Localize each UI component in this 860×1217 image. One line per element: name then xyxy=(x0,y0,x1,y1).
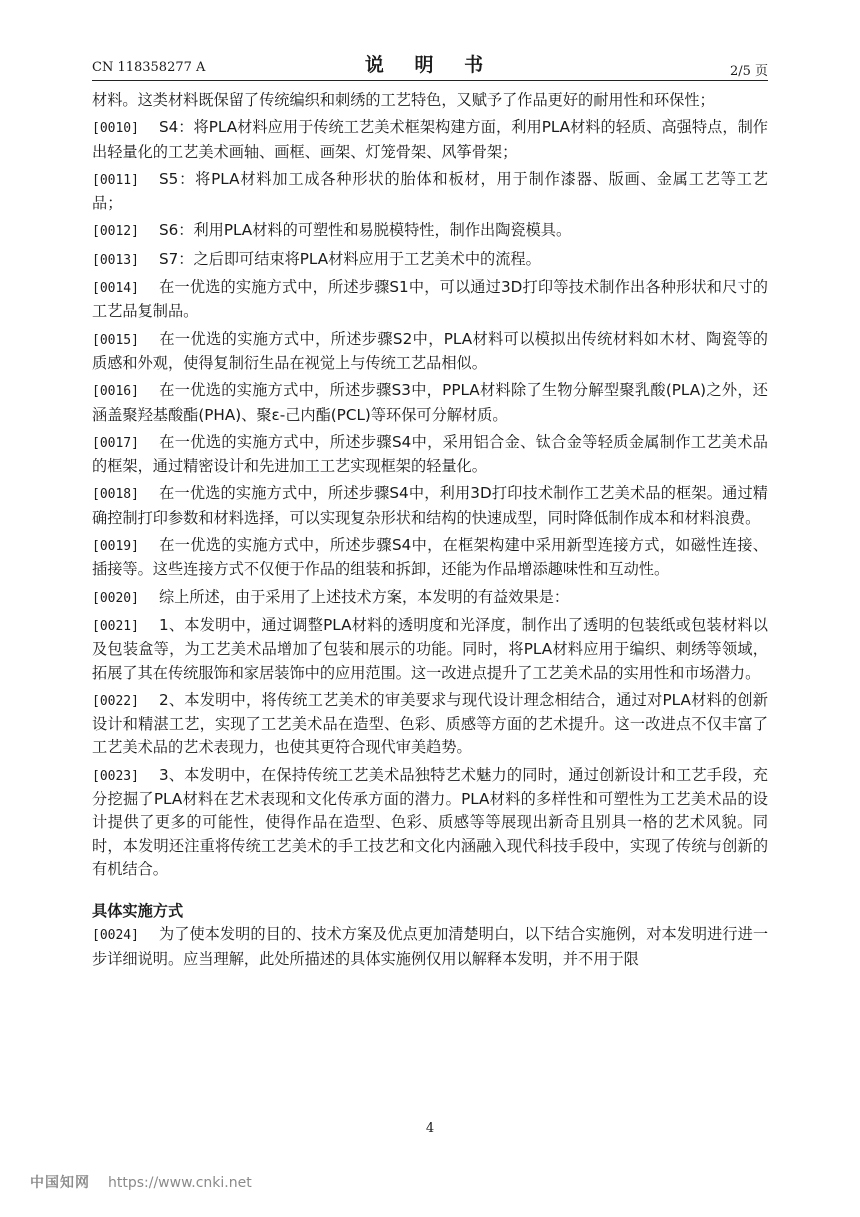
paragraph-0015 xyxy=(92,328,768,376)
paragraph-0016 xyxy=(92,379,768,427)
paragraph-number: [0019] xyxy=(92,539,139,555)
paragraph-0014 xyxy=(92,276,768,324)
paragraph-text: 在一优选的实施方式中，所述步骤S4中，在框架构建中采用新型连接方式，如磁性连接、插接等。这些连接方式不仅便于作品的组装和拆卸，还能为作品增添趣味性和互动性。 xyxy=(92,536,768,579)
patent-number: CN 118358277 A xyxy=(92,60,206,75)
paragraph-text: 在一优选的实施方式中，所述步骤S2中，PLA材料可以模拟出传统材料如木材、陶瓷等的质感和外观，使得复制衍生品在视觉上与传统工艺品相似。 xyxy=(92,329,768,372)
watermark-site: 中国知网 xyxy=(30,1175,90,1191)
paragraph-text: 1、本发明中，通过调整PLA材料的透明度和光泽度，制作出了透明的包装纸或包装材料以及包装盒等，为工艺美术品增加了包装和展示的功能。同时，将PLA材料应用于编织、刺绣等领域，拓展了其在传统服饰和家居装饰中的应用范围。这一改进点提升了工艺美术品的实用性和市场潜力。 xyxy=(92,615,768,682)
paragraph-number: [0012] xyxy=(92,224,139,240)
paragraph-number: [0010] xyxy=(92,121,139,137)
paragraph-number: [0018] xyxy=(92,487,139,503)
watermark-url[interactable]: https://www.cnki.net xyxy=(108,1175,252,1191)
paragraph-0011 xyxy=(92,168,768,216)
paragraph-0022 xyxy=(92,689,768,760)
paragraph-text: S4：将PLA材料应用于传统工艺美术框架构建方面，利用PLA材料的轻质、高强特点，制作出轻量化的工艺美术画轴、画框、画架、灯笼骨架、风筝骨架； xyxy=(92,118,768,161)
paragraph-text: 3、本发明中，在保持传统工艺美术品独特艺术魅力的同时，通过创新设计和工艺手段，充分挖掘了PLA材料在艺术表现和文化传承方面的潜力。PLA材料的多样性和可塑性为工艺美术品的设计提供了更多的可能性，使得作品在造型、色彩、质感等等展现出新奇且别具一格的艺术风貌。同时，本发明还注重将传统工艺美术的手工技艺和文化内涵融入现代科技手段中，实现了传统与创新的有机结合。 xyxy=(92,765,768,878)
paragraph-0019 xyxy=(92,534,768,582)
paragraph-text: S6：利用PLA材料的可塑性和易脱模特性，制作出陶瓷模具。 xyxy=(158,221,572,240)
paragraph-0017 xyxy=(92,431,768,479)
paragraph-text: 在一优选的实施方式中，所述步骤S4中，利用3D打印技术制作工艺美术品的框架。通过精确控制打印参数和材料选择，可以实现复杂形状和结构的快速成型，同时降低制作成本和材料浪费。 xyxy=(92,484,768,527)
paragraph-0018 xyxy=(92,482,768,530)
paragraph-text: 综上所述，由于采用了上述技术方案，本发明的有益效果是： xyxy=(158,587,570,606)
paragraph-number: [0016] xyxy=(92,384,139,400)
section-heading: 具体实施方式 xyxy=(92,902,184,921)
paragraph-0010 xyxy=(92,116,768,164)
paragraph-number: [0013] xyxy=(92,252,139,268)
continued-text: 材料。这类材料既保留了传统编织和刺绣的工艺特色，又赋予了作品更好的耐用性和环保性； xyxy=(92,91,715,109)
paragraph-text: S5：将PLA材料加工成各种形状的胎体和板材，用于制作漆器、版画、金属工艺等工艺品； xyxy=(92,169,768,213)
header-divider xyxy=(92,80,768,81)
paragraph-0024 xyxy=(92,923,768,971)
paragraph-number: [0014] xyxy=(92,281,139,297)
cnki-watermark xyxy=(30,1172,252,1192)
paragraph-0021 xyxy=(92,614,768,685)
paragraph-text: 2、本发明中，将传统工艺美术的审美要求与现代设计理念相结合，通过对PLA材料的创新设计和精湛工艺，实现了工艺美术品在造型、色彩、质感等方面的艺术提升。这一改进点不仅丰富了工艺美术品的艺术表现力，也使其更符合现代审美趋势。 xyxy=(92,690,768,757)
paragraph-text: S7：之后即可结束将PLA材料应用于工艺美术中的流程。 xyxy=(158,249,541,268)
page-indicator: 2/5 页 xyxy=(729,64,768,79)
paragraph-number: [0021] xyxy=(92,618,139,634)
paragraph-0023 xyxy=(92,764,768,881)
paragraph-number: [0022] xyxy=(92,693,139,709)
paragraph-0012 xyxy=(92,219,768,243)
page-header xyxy=(92,48,768,78)
document-body xyxy=(92,89,768,975)
paragraph-text: 在一优选的实施方式中，所述步骤S3中，PPLA材料除了生物分解型聚乳酸(PLA)之外，还涵盖聚羟基酸酯(PHA)、聚ε-己内酯(PCL)等环保可分解材质。 xyxy=(92,381,768,424)
paragraph-number: [0020] xyxy=(92,590,139,606)
document-title: 说 明 书 xyxy=(364,54,496,76)
paragraph-number: [0015] xyxy=(92,332,139,348)
paragraph-text: 在一优选的实施方式中，所述步骤S1中，可以通过3D打印等技术制作出各种形状和尺寸的工艺品复制品。 xyxy=(92,278,768,321)
paragraph-text: 为了使本发明的目的、技术方案及优点更加清楚明白，以下结合实施例，对本发明进行进一步详细说明。应当理解，此处所描述的具体实施例仅用以解释本发明，并不用于限 xyxy=(92,925,768,968)
paragraph-number: [0011] xyxy=(92,172,139,188)
paragraph-number: [0023] xyxy=(92,768,139,784)
paragraph-number: [0024] xyxy=(92,928,139,944)
page-number: 4 xyxy=(425,1121,435,1136)
paragraph-0020 xyxy=(92,586,768,610)
paragraph-number: [0017] xyxy=(92,435,139,451)
paragraph-0013 xyxy=(92,248,768,272)
paragraph-text: 在一优选的实施方式中，所述步骤S4中，采用铝合金、钛合金等轻质金属制作工艺美术品的框架，通过精密设计和先进加工工艺实现框架的轻量化。 xyxy=(92,432,768,476)
